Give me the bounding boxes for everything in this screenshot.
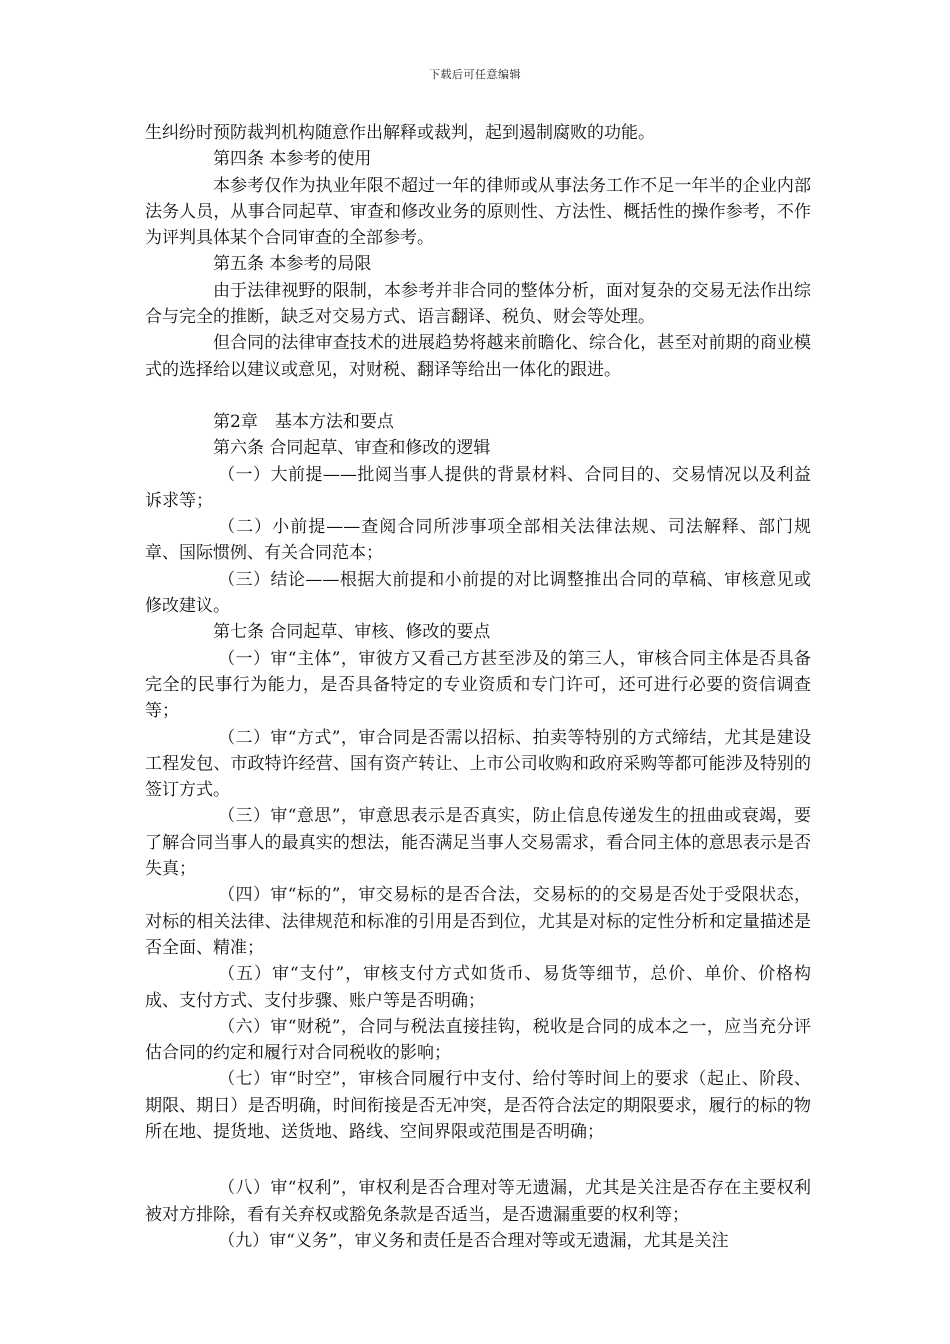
list-item: （九）审“义务”，审义务和责任是否合理对等或无遗漏，尤其是关注 (218, 1230, 729, 1251)
paragraph: 但合同的法律审查技术的进展趋势将越来前瞻化、综合化，甚至对前期的商业模式的选择给以建议或意见，对财税、翻译等给出一体化的跟进。 (145, 333, 811, 380)
article-heading: 第五条 本参考的局限 (213, 254, 372, 275)
list-item: （七）审“时空”，审核合同履行中支付、给付等时间上的要求（起止、阶段、期限、期日）是否明确，时间衔接是否无冲突，是否符合法定的期限要求，履行的标的物所在地、提货地、送货地、路线、空间界限或范围是否明确； (145, 1069, 811, 1142)
list-item: （六）审“财税”，合同与税法直接挂钩，税收是合同的成本之一，应当充分评估合同的约定和履行对合同税收的影响； (145, 1016, 811, 1064)
article-heading: 第六条 合同起草、审查和修改的逻辑 (213, 438, 491, 459)
article-heading: 第七条 合同起草、审核、修改的要点 (213, 622, 491, 643)
paragraph: 由于法律视野的限制，本参考并非合同的整体分析，面对复杂的交易无法作出综合与完全的推断，缺乏对交易方式、语言翻译、税负、财会等处理。 (145, 280, 811, 328)
article-heading: 第四条 本参考的使用 (213, 149, 372, 170)
chapter-heading: 第2章 基本方法和要点 (213, 411, 394, 432)
list-item: （八）审“权利”，审权利是否合理对等无遗漏，尤其是关注是否存在主要权利被对方排除，看有关弃权或豁免条款是否适当，是否遗漏重要的权利等； (145, 1178, 811, 1225)
paragraph: 本参考仅作为执业年限不超过一年的律师或从事法务工作不足一年半的企业内部法务人员，从事合同起草、审查和修改业务的原则性、方法性、概括性的操作参考，不作为评判具体某个合同审查的全部参考。 (145, 175, 811, 249)
list-item: （三）审“意思”，审意思表示是否真实，防止信息传递发生的扭曲或衰竭，要了解合同当事人的最真实的想法，能否满足当事人交易需求，看合同主体的意思表示是否失真； (145, 806, 811, 880)
list-item: （三）结论——根据大前提和小前提的对比调整推出合同的草稿、审核意见或修改建议。 (145, 569, 811, 617)
list-item: （四）审“标的”，审交易标的是否合法，交易标的的交易是否处于受限状态，对标的相关法律、法律规范和标准的引用是否到位，尤其是对标的定性分析和定量描述是否全面、精准； (145, 885, 811, 958)
list-item: （二）小前提——查阅合同所涉事项全部相关法律法规、司法解释、部门规章、国际惯例、有关合同范本； (145, 517, 811, 564)
list-item: （二）审“方式”，审合同是否需以招标、拍卖等特别的方式缔结，尤其是建设工程发包、市政特许经营、国有资产转让、上市公司收购和政府采购等都可能涉及特别的签订方式。 (145, 727, 811, 801)
paragraph: 生纠纷时预防裁判机构随意作出解释或裁判，起到遏制腐败的功能。 (145, 123, 655, 143)
document-body (145, 120, 811, 1254)
list-item: （一）审“主体”，审彼方又看己方甚至涉及的第三人，审核合同主体是否具备完全的民事行为能力，是否具备特定的专业资质和专门许可，还可进行必要的资信调查等； (145, 648, 811, 722)
list-item: （五）审“支付”，审核支付方式如货币、易货等细节，总价、单价、价格构成、支付方式、支付步骤、账户等是否明确； (145, 964, 811, 1011)
list-item: （一）大前提——批阅当事人提供的背景材料、合同目的、交易情况以及利益诉求等； (145, 464, 811, 511)
page-header: 下载后可任意编辑 (429, 68, 521, 81)
